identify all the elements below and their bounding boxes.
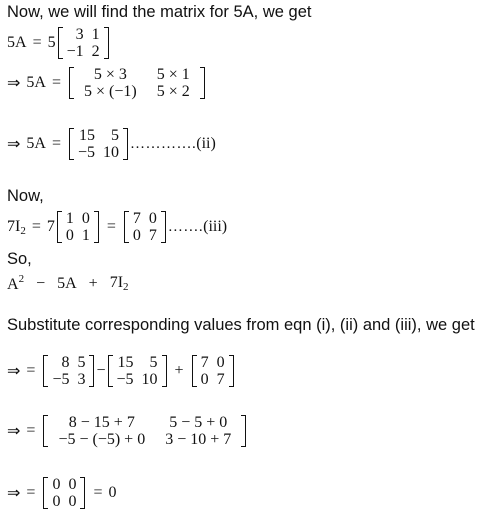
matrix-cell: −5	[116, 371, 134, 388]
equals-sign: =	[26, 422, 36, 439]
leader-dots: …….	[167, 218, 204, 235]
matrix-cell: 2	[91, 43, 100, 60]
implies-arrow: ⇒	[7, 423, 21, 440]
equation-5a-result	[7, 127, 216, 161]
matrix-cell: 0	[148, 210, 157, 227]
matrix-cell: 0	[216, 354, 225, 371]
matrix-cell: 10	[141, 371, 158, 388]
matrix-cell: 0	[200, 371, 209, 388]
matrix-7i2	[124, 210, 166, 244]
matrix-cell: 1	[81, 227, 90, 244]
equation-5a-expanded	[7, 66, 207, 100]
equals-sign: =	[32, 34, 42, 51]
term-5a: 5A	[57, 274, 77, 292]
equation-zero-result	[7, 476, 116, 510]
equation-tag: (ii)	[196, 135, 216, 152]
matrix-cell: 7	[148, 227, 157, 244]
equals-sign: =	[51, 74, 61, 91]
term-a-squared: $A^2$	[7, 273, 25, 293]
lhs: 5A	[7, 34, 27, 51]
matrix-cell: 1	[65, 210, 74, 227]
matrix-cell: 7	[216, 371, 225, 388]
matrix-cell: 8	[61, 354, 70, 371]
zero-matrix	[43, 476, 85, 510]
intro-text: Now, we will find the matrix for 5A, we get	[7, 3, 312, 21]
matrix-cell: 5 × 1	[156, 66, 190, 83]
implies-arrow: ⇒	[7, 136, 21, 153]
plus-sign: +	[174, 362, 184, 379]
equals-sign: =	[26, 484, 36, 501]
lhs: $7I_2$	[7, 217, 26, 237]
identity-matrix	[57, 210, 99, 244]
matrix-cell: 3	[75, 26, 84, 43]
matrix-cell: 15	[117, 354, 134, 371]
scalar: 5	[47, 34, 56, 51]
matrix-cell: 0	[68, 493, 77, 510]
matrix-cell: 5 − 5 + 0	[169, 414, 228, 431]
matrix-cell: 0	[81, 210, 90, 227]
matrix-cell: −5 − (−5) + 0	[58, 431, 146, 448]
matrix-cell: 10	[103, 144, 120, 161]
equals-sign: =	[93, 484, 103, 501]
matrix-cell: 0	[132, 227, 141, 244]
implies-arrow: ⇒	[7, 485, 21, 502]
matrix-cell: −5	[78, 144, 96, 161]
equation-substitution	[7, 354, 236, 388]
equals-sign: =	[26, 362, 36, 379]
matrix-cell: 5 × 2	[156, 83, 190, 100]
matrix-cell: 5	[111, 127, 120, 144]
matrix-cell: 3 − 10 + 7	[165, 431, 232, 448]
implies-arrow: ⇒	[7, 363, 21, 380]
matrix-cell: 8 − 15 + 7	[68, 414, 135, 431]
plus-sign: +	[88, 274, 98, 292]
matrix-cell: 5	[149, 354, 158, 371]
result-zero: 0	[108, 484, 117, 501]
matrix-a-squared	[43, 354, 94, 388]
equals-sign: =	[51, 135, 61, 152]
matrix-cell: 0	[65, 227, 74, 244]
equals-sign: =	[31, 218, 41, 235]
matrix-7i2	[192, 354, 234, 388]
now-label: Now,	[7, 187, 44, 205]
matrix-cell: 5	[77, 354, 86, 371]
equation-element-wise	[7, 414, 248, 448]
matrix-cell: 7	[200, 354, 209, 371]
substitute-text: Substitute corresponding values from eqn (i), (ii) and (iii), we get	[7, 316, 475, 334]
lhs: 5A	[26, 135, 46, 152]
equation-5a-scalar	[7, 26, 111, 60]
matrix-cell: 5 × 3	[93, 66, 127, 83]
matrix-cell: 3	[77, 371, 86, 388]
scalar: 7	[46, 218, 55, 235]
matrix-cell: 5 × (−1)	[84, 83, 137, 100]
equation-7i2	[7, 210, 227, 244]
matrix-5a	[108, 354, 167, 388]
matrix-5a	[69, 127, 128, 161]
matrix-a	[58, 26, 109, 60]
equation-tag: (iii)	[203, 218, 228, 235]
matrix-cell: 0	[68, 476, 77, 493]
matrix-cell: 15	[79, 127, 96, 144]
matrix-cell: 0	[52, 493, 61, 510]
matrix-cell: 1	[91, 26, 100, 43]
equals-sign: =	[106, 218, 116, 235]
minus-sign: −	[96, 362, 106, 379]
so-label: So,	[7, 250, 32, 268]
matrix-element-wise	[43, 414, 246, 448]
lhs: 5A	[26, 74, 46, 91]
matrix-cell: 7	[132, 210, 141, 227]
matrix-cell: −5	[52, 371, 70, 388]
implies-arrow: ⇒	[7, 75, 21, 92]
matrix-cell: −1	[66, 43, 84, 60]
term-7i2: $7I_2$	[109, 274, 129, 293]
minus-sign: −	[36, 274, 46, 292]
leader-dots: ………….	[130, 135, 197, 152]
matrix-expanded	[69, 66, 205, 100]
expression	[7, 273, 129, 294]
matrix-cell: 0	[52, 476, 61, 493]
